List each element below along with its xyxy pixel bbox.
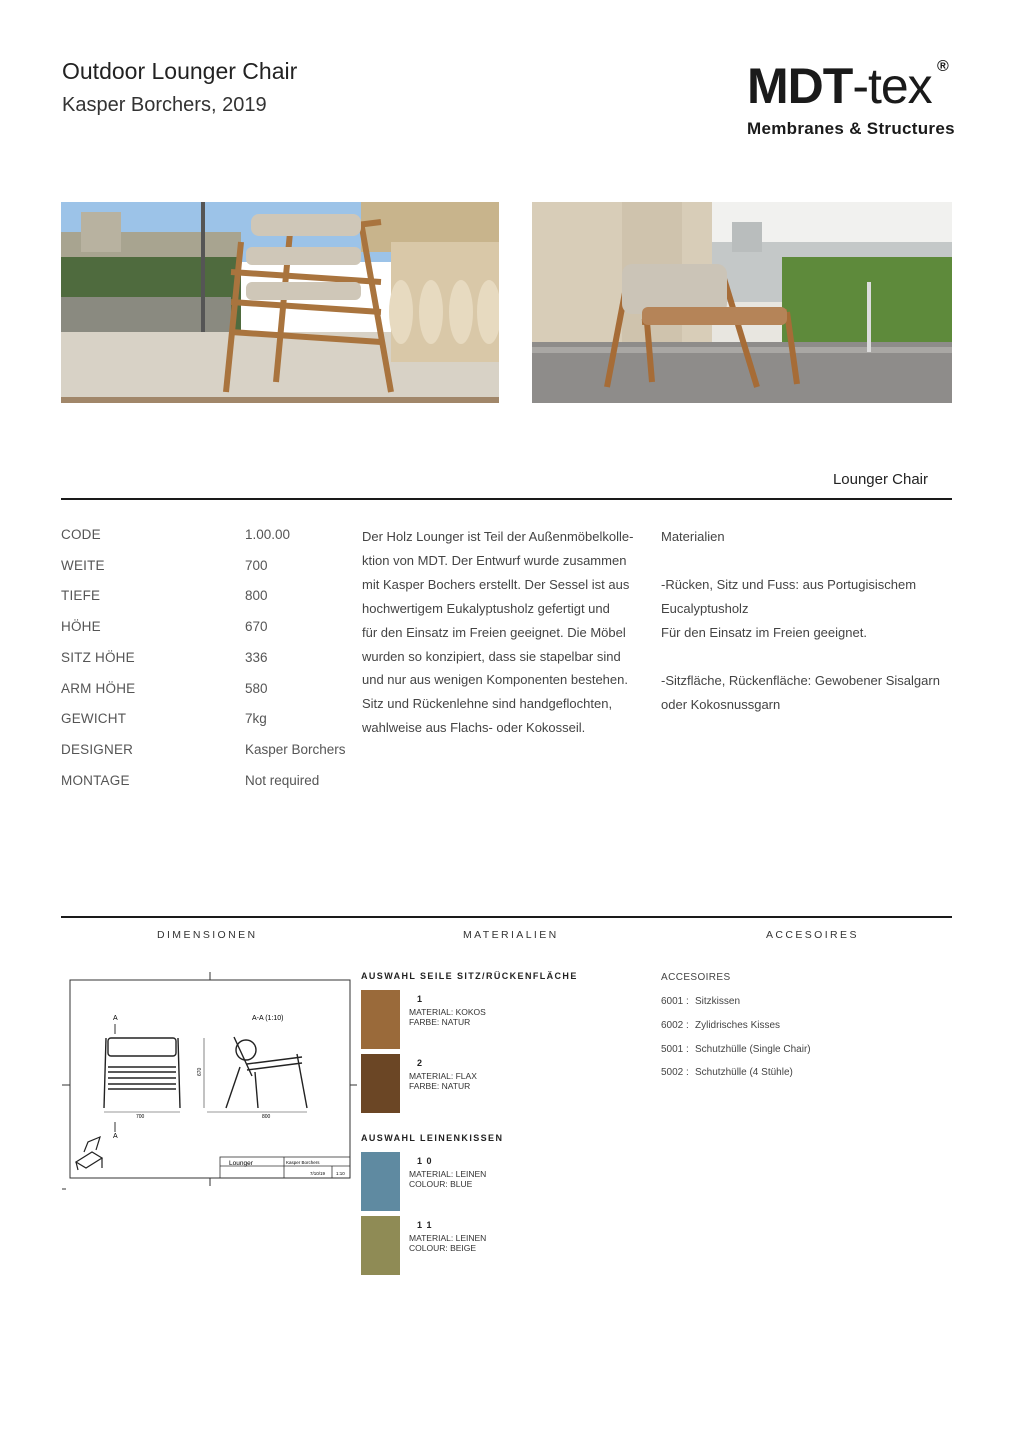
- accessory-code: 5001 :: [661, 1043, 689, 1055]
- swatch-color: COLOUR: BEIGE: [409, 1243, 477, 1253]
- spec-row: [61, 558, 361, 588]
- heading-materials: MATERIALIEN: [463, 929, 559, 941]
- accessory-item: [661, 1044, 811, 1055]
- swatch-material: MATERIAL: LEINEN: [409, 1169, 487, 1179]
- dim-height: 670: [197, 1067, 203, 1076]
- spec-value: 700: [245, 557, 268, 573]
- swatch-group-heading: AUSWAHL LEINENKISSEN: [361, 1133, 504, 1143]
- accessory-name: Sitzkissen: [695, 996, 741, 1007]
- description-line: und nur aus wenigen Komponenten bestehen.: [362, 672, 628, 688]
- title-block-date: 7/10/19: [310, 1171, 326, 1176]
- swatch-material: MATERIAL: FLAX: [409, 1071, 477, 1081]
- spec-key: MONTAGE: [61, 772, 130, 788]
- spec-key: DESIGNER: [61, 741, 134, 757]
- materials-line: Materialien: [661, 529, 725, 544]
- photo-stacked-chairs: [61, 202, 499, 403]
- technical-drawing: [62, 972, 357, 1192]
- swatch-number: 1 1: [417, 1220, 433, 1230]
- spec-row: [61, 650, 361, 680]
- swatch-color: COLOUR: BLUE: [409, 1179, 473, 1189]
- swatch-color: FARBE: NATUR: [409, 1017, 471, 1027]
- color-swatch: [361, 1054, 400, 1113]
- spec-value: Kasper Borchers: [245, 741, 346, 757]
- spec-value: 580: [245, 680, 268, 696]
- registered-mark: ®: [937, 58, 949, 75]
- swatch-color: FARBE: NATUR: [409, 1081, 471, 1091]
- spec-key: WEITE: [61, 557, 105, 573]
- spec-row: [61, 588, 361, 618]
- dim-depth: 800: [262, 1114, 271, 1120]
- spec-key: SITZ HÖHE: [61, 649, 135, 665]
- spec-row: [61, 527, 361, 557]
- spec-key: TIEFE: [61, 588, 101, 604]
- logo-tagline: Membranes & Structures: [747, 119, 955, 138]
- spec-row: [61, 742, 361, 772]
- marker-a-bottom: A: [113, 1133, 118, 1140]
- accessory-code: 5002 :: [661, 1067, 689, 1079]
- materials-line: Eucalyptusholz: [661, 601, 749, 616]
- brand-logo: [747, 58, 957, 148]
- color-swatch: [361, 1216, 400, 1275]
- materials-line: [661, 645, 956, 669]
- heading-dimensions: DIMENSIONEN: [157, 929, 258, 941]
- description-line: wurden so konzipiert, dass sie stapelbar sind: [362, 648, 621, 664]
- spec-key: ARM HÖHE: [61, 680, 136, 696]
- dim-width: 700: [136, 1114, 145, 1120]
- swatch-number: 2: [417, 1058, 424, 1068]
- accessory-code: 6002 :: [661, 1019, 689, 1031]
- product-title: Outdoor Lounger Chair: [62, 58, 298, 84]
- spec-key: GEWICHT: [61, 711, 127, 727]
- accessory-item: [661, 1020, 780, 1031]
- color-swatch: [361, 1152, 400, 1211]
- description-line: hochwertigem Eukalyptusholz gefertigt und: [362, 600, 610, 616]
- materials-line: -Rücken, Sitz und Fuss: aus Portugisischem: [661, 577, 917, 592]
- logo-bold: MDT: [747, 58, 853, 114]
- spec-key: CODE: [61, 527, 101, 542]
- section-label: Lounger Chair: [832, 471, 928, 488]
- logo-rest: -tex: [852, 58, 932, 114]
- materials-line: -Sitzfläche, Rückenfläche: Gewobener Sisalgarn: [661, 673, 940, 688]
- accessories-title: ACCESOIRES: [661, 972, 731, 983]
- accessory-name: Schutzhülle (Single Chair): [695, 1043, 811, 1055]
- description-line: für den Einsatz im Freien geeignet. Die Möbel: [362, 624, 626, 640]
- spec-value: Not required: [245, 772, 320, 788]
- swatch-number: 1: [417, 994, 424, 1004]
- spec-value: 7kg: [245, 711, 267, 727]
- marker-a-top: A: [113, 1015, 118, 1022]
- spec-key: HÖHE: [61, 619, 101, 635]
- accessory-code: 6001 :: [661, 996, 689, 1007]
- product-description: [362, 525, 652, 740]
- section-view-label: A-A (1:10): [252, 1015, 284, 1022]
- spec-row: [61, 619, 361, 649]
- title-block-designer: Kasper Borchers: [286, 1160, 320, 1165]
- heading-accessories: ACCESOIRES: [766, 929, 859, 941]
- spec-row: [61, 711, 361, 741]
- color-swatch: [361, 990, 400, 1049]
- title-block-name: Lounger: [229, 1160, 253, 1167]
- spec-value: 800: [245, 588, 268, 604]
- accessory-name: Zylidrisches Kisses: [695, 1019, 781, 1031]
- materials-line: Für den Einsatz im Freien geeignet.: [661, 625, 867, 640]
- spec-row: [61, 681, 361, 711]
- swatch-material: MATERIAL: LEINEN: [409, 1233, 487, 1243]
- accessory-item: [661, 996, 740, 1007]
- description-line: wahlweise aus Flachs- oder Kokosseil.: [362, 720, 586, 736]
- description-line: Der Holz Lounger ist Teil der Außenmöbelkolle-: [362, 529, 634, 544]
- swatch-material: MATERIAL: KOKOS: [409, 1007, 486, 1017]
- divider-top: [61, 498, 952, 500]
- materials-text: [661, 525, 956, 717]
- spec-value: 336: [245, 649, 268, 665]
- description-line: mit Kasper Bochers erstellt. Der Sessel ist aus: [362, 576, 630, 592]
- description-line: Sitz und Rückenlehne sind handgeflochten,: [362, 696, 613, 712]
- swatch-number: 1 0: [417, 1156, 433, 1166]
- accessory-name: Schutzhülle (4 Stühle): [695, 1067, 793, 1079]
- divider-bottom: [61, 916, 952, 918]
- photo-lounger-terrace: [532, 202, 952, 403]
- spec-value: 1.00.00: [245, 527, 291, 542]
- swatch-group-heading: AUSWAHL SEILE SITZ/RÜCKENFLÄCHE: [361, 971, 578, 981]
- description-line: ktion von MDT. Der Entwurf wurde zusammen: [362, 552, 627, 568]
- spec-row: [61, 773, 361, 803]
- product-subtitle: Kasper Borchers, 2019: [62, 94, 267, 116]
- spec-value: 670: [245, 619, 268, 635]
- materials-line: oder Kokosnussgarn: [661, 697, 781, 712]
- accessory-item: [661, 1067, 793, 1078]
- title-block-scale: 1:10: [336, 1171, 345, 1176]
- materials-line: [661, 549, 956, 573]
